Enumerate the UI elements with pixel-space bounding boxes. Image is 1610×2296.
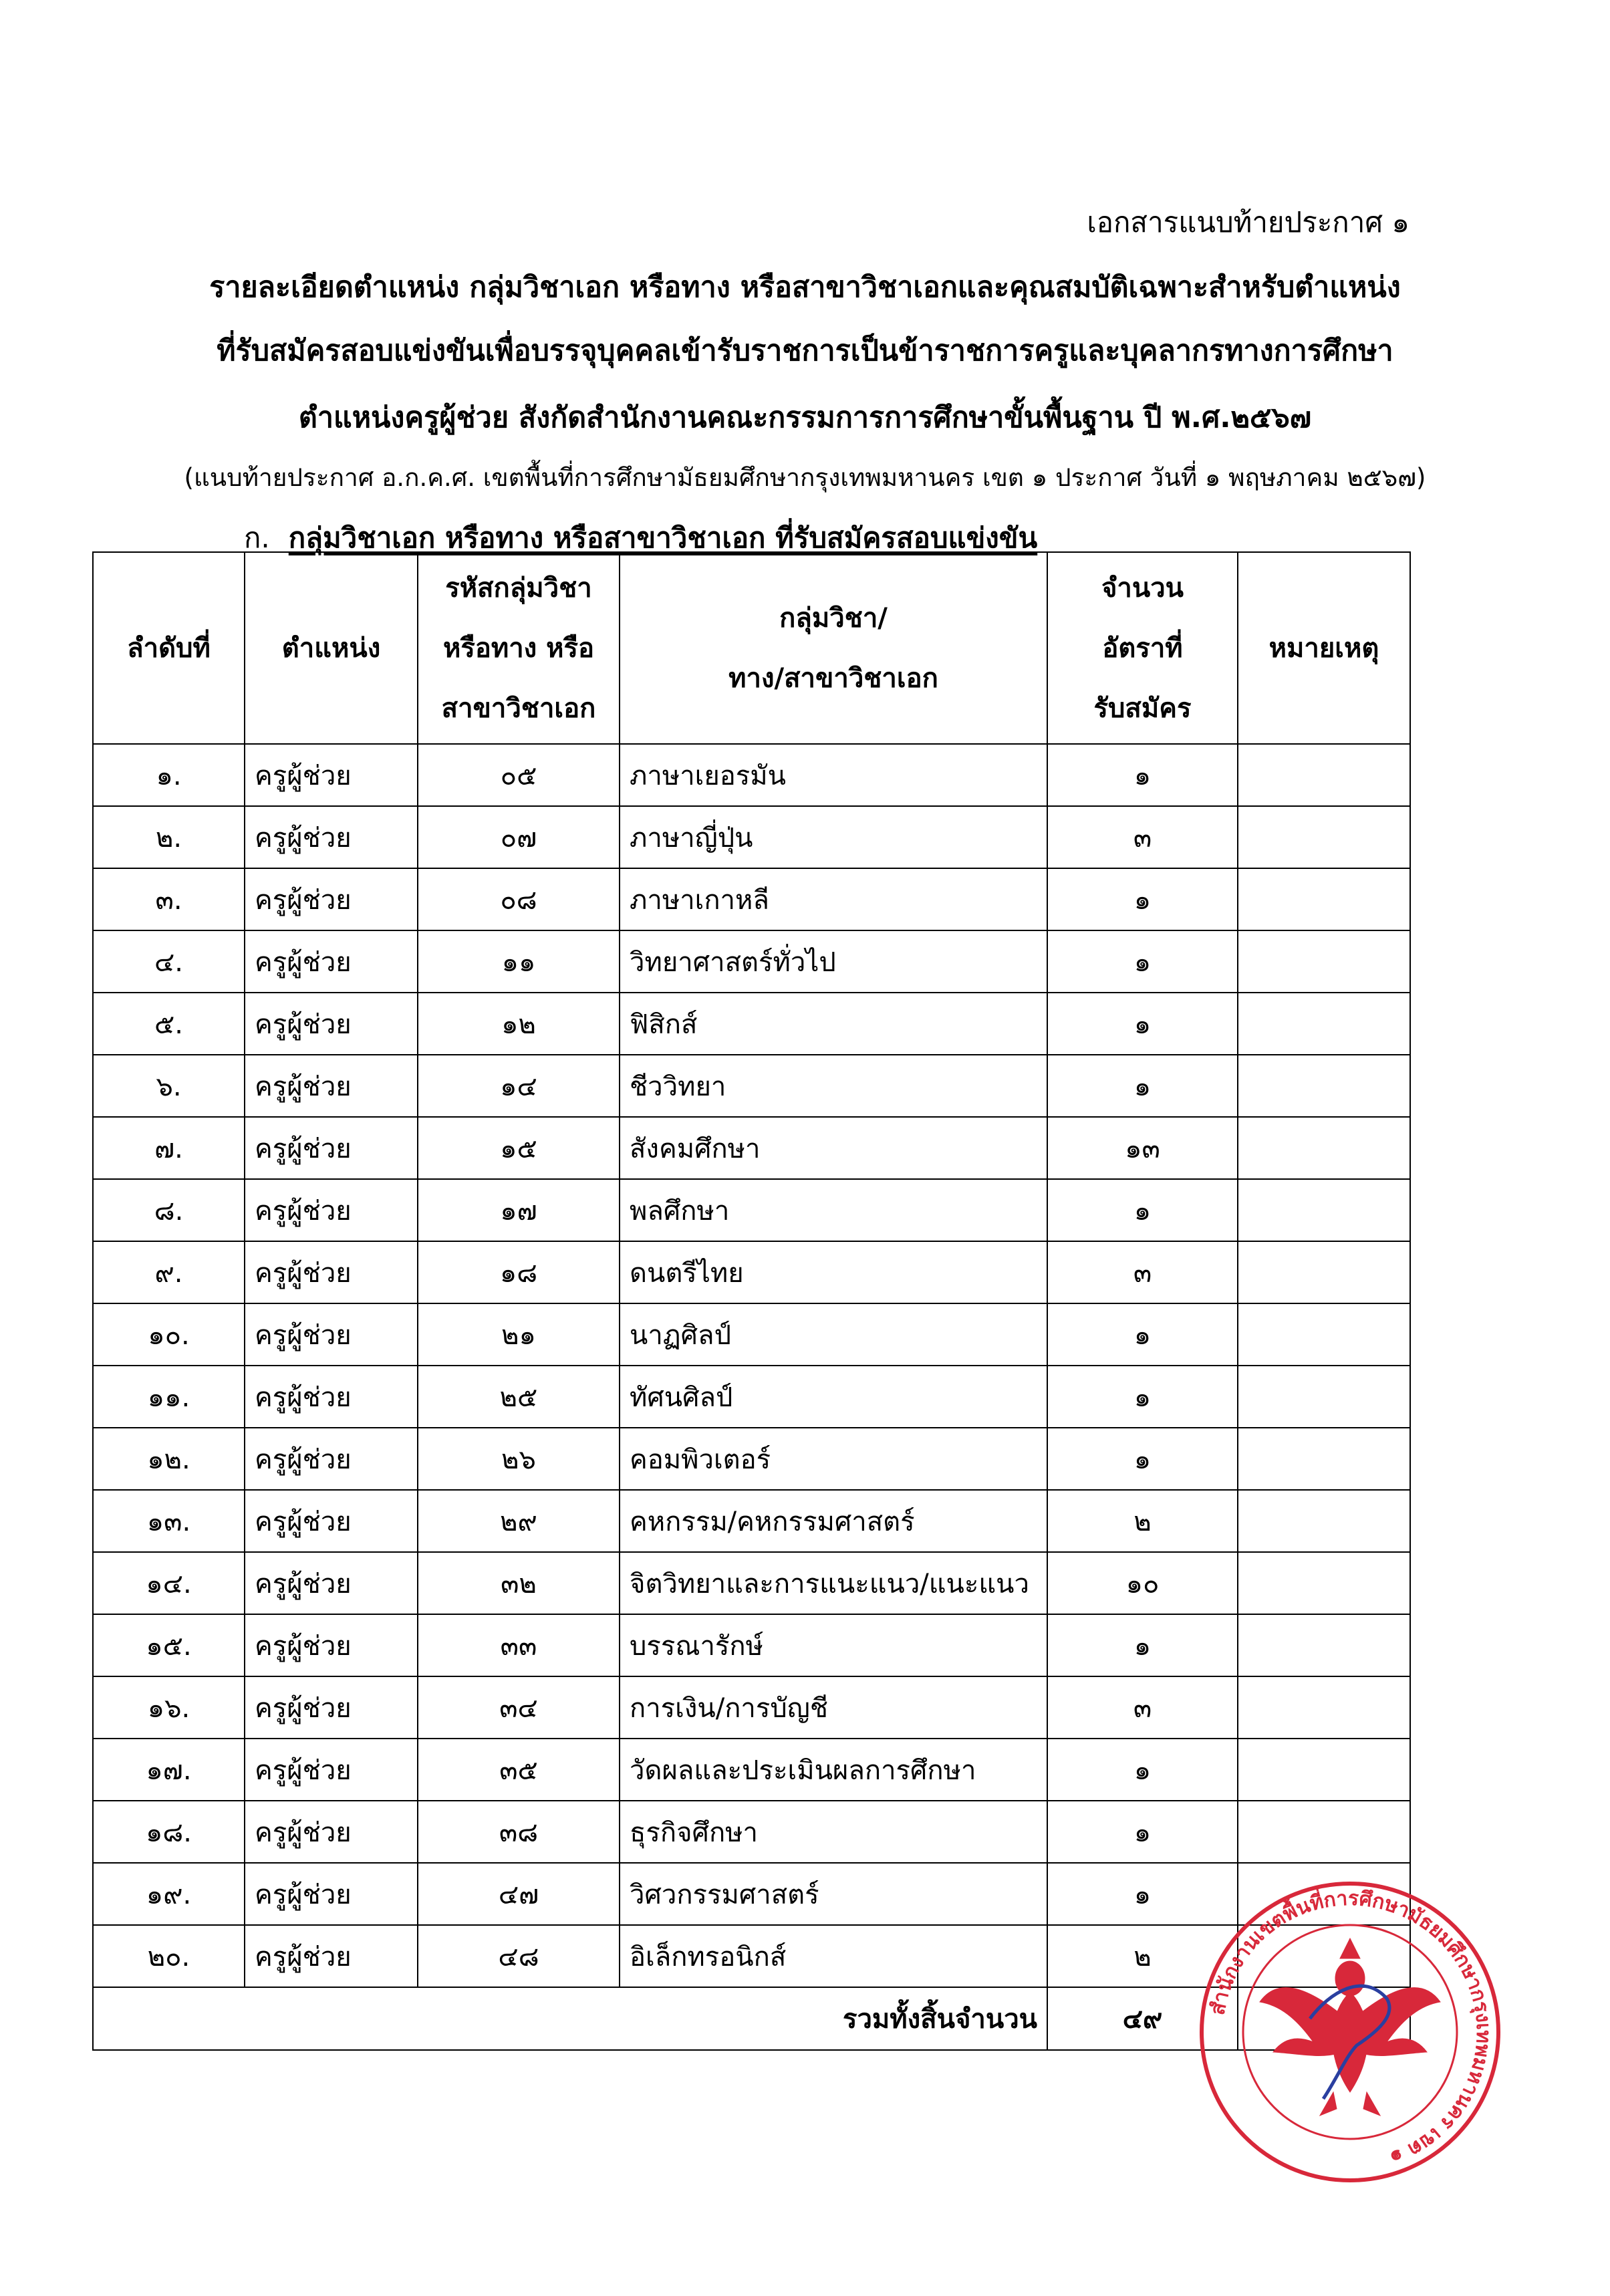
row-count: ๑ [1047,868,1238,930]
table-header-row [93,552,1410,744]
row-subject: วิทยาศาสตร์ทั่วไป [620,930,1047,993]
row-remark [1238,1241,1410,1303]
row-remark [1238,993,1410,1055]
row-subject: นาฏศิลป์ [620,1303,1047,1366]
row-position: ครูผู้ช่วย [245,806,418,868]
table-row [93,1801,1410,1863]
row-count: ๑ [1047,1801,1238,1863]
row-subject: อิเล็กทรอนิกส์ [620,1925,1047,1987]
row-no: ๙. [93,1241,245,1303]
row-code: ๔๗ [418,1863,620,1925]
row-position: ครูผู้ช่วย [245,1241,418,1303]
table-row [93,1366,1410,1428]
header-code-line-3: สาขาวิชาเอก [441,692,596,724]
table-row [93,1117,1410,1179]
row-remark [1238,1303,1410,1366]
row-no: ๑๔. [93,1552,245,1614]
row-no: ๑๒. [93,1428,245,1490]
row-subject: ภาษาเกาหลี [620,868,1047,930]
row-remark [1238,1428,1410,1490]
table-row [93,744,1410,806]
row-code: ๑๑ [418,930,620,993]
row-no: ๒๐. [93,1925,245,1987]
row-position: ครูผู้ช่วย [245,1676,418,1739]
table-row [93,1676,1410,1739]
row-subject: จิตวิทยาและการแนะแนว/แนะแนว [620,1552,1047,1614]
row-code: ๑๘ [418,1241,620,1303]
header-position: ตำแหน่ง [245,552,418,744]
row-code: ๓๓ [418,1614,620,1676]
header-count [1047,552,1238,744]
row-remark [1238,1117,1410,1179]
header-remark: หมายเหตุ [1238,552,1410,744]
header-subject [620,552,1047,744]
row-position: ครูผู้ช่วย [245,1117,418,1179]
row-remark [1238,1801,1410,1863]
row-no: ๘. [93,1179,245,1241]
announcement-note: (แนบท้ายประกาศ อ.ก.ค.ศ. เขตพื้นที่การศึกษามัธยมศึกษากรุงเทพมหานคร เขต ๑ ประกาศ วันที่ ๑ พฤษภาคม ๒๕๖๗) [184,463,1426,492]
row-no: ๗. [93,1117,245,1179]
row-count: ๑ [1047,993,1238,1055]
row-count: ๑ [1047,1863,1238,1925]
row-position: ครูผู้ช่วย [245,1614,418,1676]
table-row [93,1428,1410,1490]
title-line-3: ตำแหน่งครูผู้ช่วย สังกัดสำนักงานคณะกรรมการการศึกษาขั้นพื้นฐาน ปี พ.ศ.๒๕๖๗ [298,401,1312,434]
table-row [93,993,1410,1055]
row-count: ๑ [1047,1303,1238,1366]
row-position: ครูผู้ช่วย [245,1739,418,1801]
row-subject: ชีววิทยา [620,1055,1047,1117]
row-code: ๓๘ [418,1801,620,1863]
row-subject: การเงิน/การบัญชี [620,1676,1047,1739]
row-no: ๖. [93,1055,245,1117]
table-row [93,1552,1410,1614]
row-count: ๑๐ [1047,1552,1238,1614]
row-code: ๐๘ [418,868,620,930]
row-position: ครูผู้ช่วย [245,1801,418,1863]
table-row [93,1490,1410,1552]
row-subject: ฟิสิกส์ [620,993,1047,1055]
row-count: ๑ [1047,1055,1238,1117]
row-count: ๓ [1047,1241,1238,1303]
header-no: ลำดับที่ [93,552,245,744]
row-code: ๓๕ [418,1739,620,1801]
row-remark [1238,1676,1410,1739]
row-subject: ทัศนศิลป์ [620,1366,1047,1428]
row-position: ครูผู้ช่วย [245,1863,418,1925]
row-count: ๑ [1047,1366,1238,1428]
row-remark [1238,1552,1410,1614]
total-label: รวมทั้งสิ้นจำนวน [93,1987,1047,2050]
table-row [93,1614,1410,1676]
row-no: ๕. [93,993,245,1055]
header-count-line-1: จำนวน [1101,572,1184,604]
row-code: ๑๗ [418,1179,620,1241]
row-count: ๑ [1047,1179,1238,1241]
title-line-1: รายละเอียดตำแหน่ง กลุ่มวิชาเอก หรือทาง หรือสาขาวิชาเอกและคุณสมบัติเฉพาะสำหรับตำแหน่ง [209,271,1401,304]
row-remark [1238,1366,1410,1428]
header-code-line-2: หรือทาง หรือ [442,632,595,664]
row-position: ครูผู้ช่วย [245,1490,418,1552]
row-count: ๑ [1047,930,1238,993]
row-no: ๔. [93,930,245,993]
row-remark [1238,744,1410,806]
row-subject: บรรณารักษ์ [620,1614,1047,1676]
row-remark [1238,1614,1410,1676]
row-subject: วัดผลและประเมินผลการศึกษา [620,1739,1047,1801]
row-no: ๓. [93,868,245,930]
row-subject: ดนตรีไทย [620,1241,1047,1303]
row-position: ครูผู้ช่วย [245,1552,418,1614]
row-position: ครูผู้ช่วย [245,1179,418,1241]
row-no: ๑๐. [93,1303,245,1366]
row-remark [1238,1490,1410,1552]
row-position: ครูผู้ช่วย [245,1925,418,1987]
garuda-emblem-icon [1260,1938,1440,2116]
row-code: ๒๕ [418,1366,620,1428]
row-code: ๑๒ [418,993,620,1055]
row-subject: พลศึกษา [620,1179,1047,1241]
row-remark [1238,930,1410,993]
row-no: ๑๑. [93,1366,245,1428]
row-code: ๐๕ [418,744,620,806]
positions-table [92,551,1411,2051]
table-row [93,1303,1410,1366]
row-count: ๒ [1047,1490,1238,1552]
row-no: ๑๙. [93,1863,245,1925]
row-position: ครูผู้ช่วย [245,1303,418,1366]
row-remark [1238,1179,1410,1241]
row-code: ๒๙ [418,1490,620,1552]
row-code: ๓๒ [418,1552,620,1614]
row-code: ๑๕ [418,1117,620,1179]
table-row [93,1739,1410,1801]
row-position: ครูผู้ช่วย [245,930,418,993]
row-count: ๑๓ [1047,1117,1238,1179]
table-row [93,806,1410,868]
header-count-line-3: รับสมัคร [1093,692,1192,724]
row-subject: ธุรกิจศึกษา [620,1801,1047,1863]
table-row [93,930,1410,993]
table-row [93,1055,1410,1117]
row-count: ๑ [1047,744,1238,806]
row-subject: คอมพิวเตอร์ [620,1428,1047,1490]
row-position: ครูผู้ช่วย [245,1428,418,1490]
row-code: ๓๔ [418,1676,620,1739]
row-subject: คหกรรม/คหกรรมศาสตร์ [620,1490,1047,1552]
row-position: ครูผู้ช่วย [245,868,418,930]
row-no: ๑๘. [93,1801,245,1863]
row-position: ครูผู้ช่วย [245,993,418,1055]
row-count: ๑ [1047,1739,1238,1801]
row-position: ครูผู้ช่วย [245,1366,418,1428]
header-count-line-2: อัตราที่ [1102,632,1183,664]
row-code: ๐๗ [418,806,620,868]
row-subject: สังคมศึกษา [620,1117,1047,1179]
row-no: ๒. [93,806,245,868]
attachment-label: เอกสารแนบท้ายประกาศ ๑ [1087,206,1410,239]
row-no: ๑๗. [93,1739,245,1801]
row-subject: ภาษาญี่ปุ่น [620,806,1047,868]
table-row [93,868,1410,930]
row-remark [1238,868,1410,930]
row-no: ๑๖. [93,1676,245,1739]
row-subject: ภาษาเยอรมัน [620,744,1047,806]
row-remark [1238,1055,1410,1117]
row-code: ๔๘ [418,1925,620,1987]
header-subject-line-1: กลุ่มวิชา/ [779,602,888,634]
seal-text: สำนักงานเขตพื้นที่การศึกษามัธยมศึกษากรุงเทพมหานคร เขต ๑ [1206,1886,1496,2170]
section-prefix: ก. [244,521,270,554]
table-row [93,1179,1410,1241]
row-remark [1238,1739,1410,1801]
header-subject-line-2: ทาง/สาขาวิชาเอก [728,662,938,694]
row-position: ครูผู้ช่วย [245,744,418,806]
row-count: ๒ [1047,1925,1238,1987]
row-no: ๑. [93,744,245,806]
header-code [418,552,620,744]
row-code: ๒๑ [418,1303,620,1366]
row-count: ๑ [1047,1428,1238,1490]
row-count: ๓ [1047,806,1238,868]
row-position: ครูผู้ช่วย [245,1055,418,1117]
official-seal [1196,1878,1504,2186]
row-code: ๑๔ [418,1055,620,1117]
row-count: ๓ [1047,1676,1238,1739]
row-subject: วิศวกรรมศาสตร์ [620,1863,1047,1925]
row-remark [1238,806,1410,868]
row-code: ๒๖ [418,1428,620,1490]
row-no: ๑๓. [93,1490,245,1552]
section-title: กลุ่มวิชาเอก หรือทาง หรือสาขาวิชาเอก ที่รับสมัครสอบแข่งขัน [288,521,1038,554]
table-row [93,1241,1410,1303]
total-value: ๔๙ [1047,1987,1238,2050]
title-line-2: ที่รับสมัครสอบแข่งขันเพื่อบรรจุบุคคลเข้ารับราชการเป็นข้าราชการครูและบุคลากรทางการศึกษา [217,334,1393,368]
row-no: ๑๕. [93,1614,245,1676]
header-code-line-1: รหัสกลุ่มวิชา [445,572,592,604]
row-count: ๑ [1047,1614,1238,1676]
